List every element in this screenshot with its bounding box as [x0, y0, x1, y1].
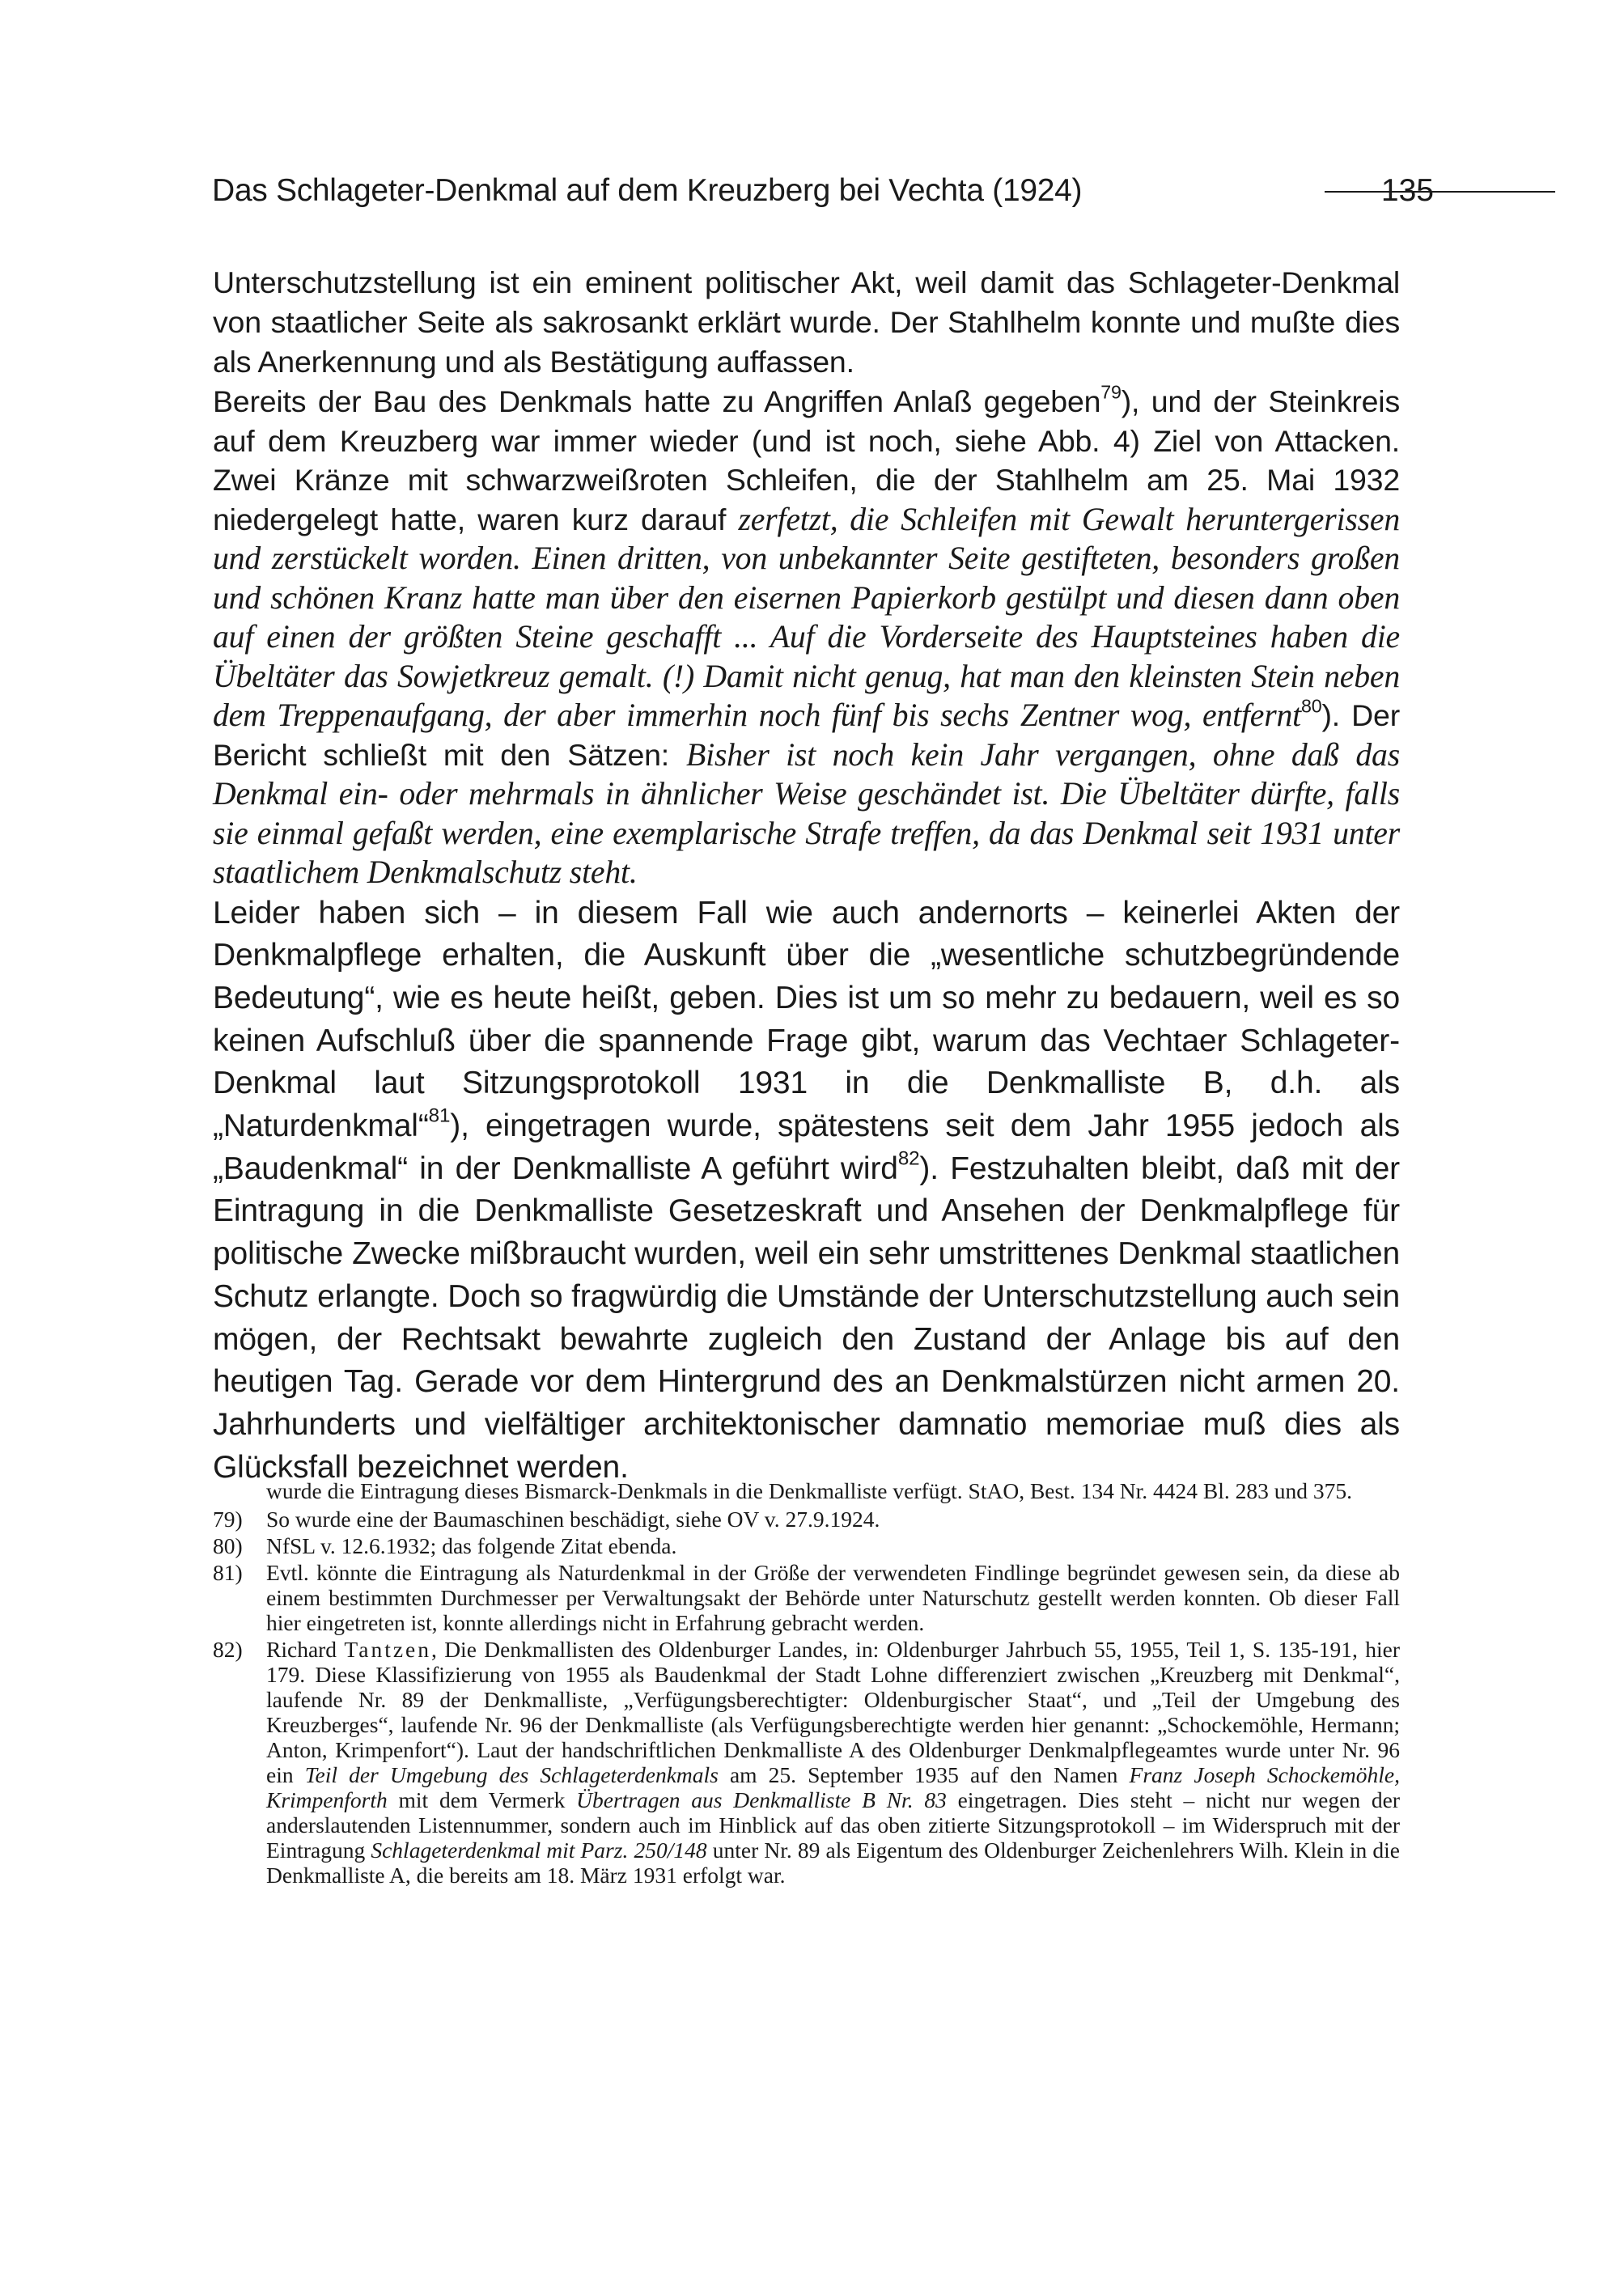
footnote-number: 82): [213, 1637, 243, 1662]
footnote-82-italic-1: Teil der Umgebung des Schlageterdenkmals: [304, 1762, 719, 1787]
page-number: 135: [1380, 173, 1434, 208]
footnotes: [213, 1478, 1400, 1889]
running-header: [212, 168, 1434, 214]
footnote-82-italic-3: Übertragen aus Denkmalliste B Nr. 83: [576, 1787, 947, 1812]
footnote-text: Evtl. könnte die Eintragung als Naturdenkmal in der Größe der verwendeten Findlinge begründet gewesen sein, da diese ab einem bestimmten Durchmesser per Verwaltungsakt der Behörde unter Naturschutz gestellt werden konnten. Ob dieser Fall hier eingetreten ist, konnte allerdings nicht in Erfahrung gebracht werden.: [266, 1560, 1400, 1635]
footnote-ref-80: 80: [1301, 695, 1322, 717]
footnote-82: [213, 1637, 1400, 1888]
body-text: [213, 263, 1400, 1489]
paragraph-2-text-b: ), und der Steinkreis auf dem Kreuzberg war immer wieder (und ist noch, siehe Abb. 4) Ziel von Attacken. Zwei Kränze mit schwarzweißroten Schleifen, die der Stahlhelm am 25. Mai 1932 niedergelegt hatte, waren kurz darauf: [213, 384, 1400, 536]
footnote-text: So wurde eine der Baumaschinen beschädigt, siehe OV v. 27.9.1924.: [266, 1507, 880, 1532]
footnote-text: [266, 1637, 1400, 1888]
footnote-82-part-b: , Die Denkmallisten des Oldenburger Landes, in: Oldenburger Jahrbuch 55, 1955, Teil 1, S. 135-191, hier 179. Diese Klassifizierung von 1955 als Baudenkmal der Stadt Lohne differenziert zwischen „Kreuzberg mit Denkmal“, laufende Nr. 89 der Denkmalliste, „Verfügungsberechtigter: Oldenburgischer Staat“, und „Teil der Umgebung des Kreuzberges“, laufende Nr. 96 der Denkmalliste (als Verfügungsberechtigte werden hier genannt: „Schockemöhle, Hermann; Anton, Krimpenfort“). Laut der handschriftlichen Denkmalliste A des Oldenburger Denkmalpflegeamtes wurde unter Nr. 96 ein: [266, 1637, 1400, 1787]
paragraph-2-text-a: Bereits der Bau des Denkmals hatte zu Angriffen Anlaß gegeben: [213, 384, 1101, 418]
footnote-82-part-e: eingetragen. Dies steht – nicht nur wegen der anderslautenden Listennummer, sondern auch im Hinblick auf das oben zitierte Sitzungsprotokoll – im Widerspruch mit der Eintragung: [266, 1787, 1401, 1863]
author-name: Tantzen: [344, 1637, 432, 1662]
header-title: Das Schlageter-Denkmal auf dem Kreuzberg bei Vechta (1924): [212, 173, 1083, 208]
footnote-82-part-d: mit dem Vermerk: [387, 1787, 577, 1812]
paragraph-3: [213, 892, 1400, 1490]
footnote-number: 79): [213, 1507, 243, 1532]
footnote-82-part-f: unter Nr. 89 als Eigentum des Oldenburger Zeichenlehrers Wilh. Klein in die Denkmalliste A, die bereits am 18. März 1931 erfolgt war.: [266, 1837, 1400, 1888]
paragraph-1: Unterschutzstellung ist ein eminent politischer Akt, weil damit das Schlageter-Denkmal von staatlicher Seite als sakrosankt erklärt wurde. Der Stahlhelm konnte und mußte dies als Anerkennung und als Bestätigung auffassen.: [213, 265, 1400, 379]
paragraph-2-text-c: ). Der Bericht schließt mit den Sätzen:: [213, 698, 1400, 772]
footnote-81: [213, 1560, 1400, 1635]
footnote-82-italic-2: Franz Joseph Schockemöhle, Krimpenforth: [266, 1762, 1400, 1812]
header-rule: [1325, 191, 1555, 193]
footnote-number: 80): [213, 1533, 243, 1558]
paragraph-3-text-b: ), eingetragen wurde, spätestens seit dem Jahr 1955 jedoch als „Baudenkmal“ in der Denkmalliste A geführt wird: [213, 1108, 1400, 1186]
footnote-79: [213, 1507, 1400, 1532]
paragraph-3-text-c: ). Festzuhalten bleibt, daß mit der Eintragung in die Denkmalliste Gesetzeskraft und Ansehen der Denkmalpflege für politische Zwecke mißbraucht wurden, weil ein sehr umstrittenes Denkmal staatlichen Schutz erlangte. Doch so fragwürdig die Umstände der Unterschutzstellung auch sein mögen, der Rechtsakt bewahrte zugleich den Zustand der Anlage bis auf den heutigen Tag. Gerade vor dem Hintergrund des an Denkmalstürzen nicht armen 20. Jahrhunderts und vielfältiger architektonischer damnatio memoriae muß dies als Glücksfall bezeichnet werden.: [213, 1151, 1400, 1485]
footnote-ref-82: 82: [897, 1147, 920, 1170]
paragraph-3-text-a: Leider haben sich – in diesem Fall wie auch andernorts – keinerlei Akten der Denkmalpflege erhalten, die Auskunft über die „wesentliche schutzbegründende Bedeutung“, wie es heute heißt, geben. Dies ist um so mehr zu bedauern, weil es so keinen Aufschluß über die spannende Frage gibt, warum das Vechtaer Schlageter-Denkmal laut Sitzungsprotokoll 1931 in die Denkmalliste B, d.h. als „Naturdenkmal“: [213, 895, 1400, 1144]
footnote-number: 81): [213, 1560, 243, 1585]
footnote-text: NfSL v. 12.6.1932; das folgende Zitat ebenda.: [266, 1533, 677, 1558]
footnote-ref-79: 79: [1100, 381, 1122, 403]
footnote-82-italic-4: Schlageterdenkmal mit Parz. 250/148: [371, 1837, 707, 1863]
paragraph-2: [213, 382, 1400, 892]
quotation-2: Bisher ist noch kein Jahr vergangen, ohne daß das Denkmal ein- oder mehrmals in ähnlicher Weise geschändet ist. Die Übeltäter dürfte, falls sie einmal gefaßt werden, eine exemplarische Strafe treffen, da das Denkmal seit 1931 unter staatlichem Denkmalschutz steht.: [213, 736, 1400, 890]
footnote-continuation: wurde die Eintragung dieses Bismarck-Denkmals in die Denkmalliste verfügt. StAO, Best. 134 Nr. 4424 Bl. 283 und 375.: [266, 1478, 1352, 1503]
footnote-82-part-a: Richard: [266, 1637, 345, 1662]
footnote-ref-81: 81: [428, 1104, 451, 1127]
quotation-1: zerfetzt, die Schleifen mit Gewalt heruntergerissen und zerstückelt worden. Einen dritten, von unbekannter Seite gestifteten, besonders großen und schönen Kranz hatte man über den eisernen Papierkorb gestülpt und diesen dann oben auf einen der größten Steine geschafft ... Auf die Vorderseite des Hauptsteines haben die Übeltäter das Sowjetkreuz gemalt. (!) Damit nicht genug, hat man den kleinsten Stein neben dem Treppenaufgang, der aber immerhin noch fünf bis sechs Zentner wog, entfernt: [213, 501, 1400, 733]
footnote-82-part-c: am 25. September 1935 auf den Namen: [718, 1762, 1130, 1787]
footnote-80: [213, 1533, 1400, 1558]
